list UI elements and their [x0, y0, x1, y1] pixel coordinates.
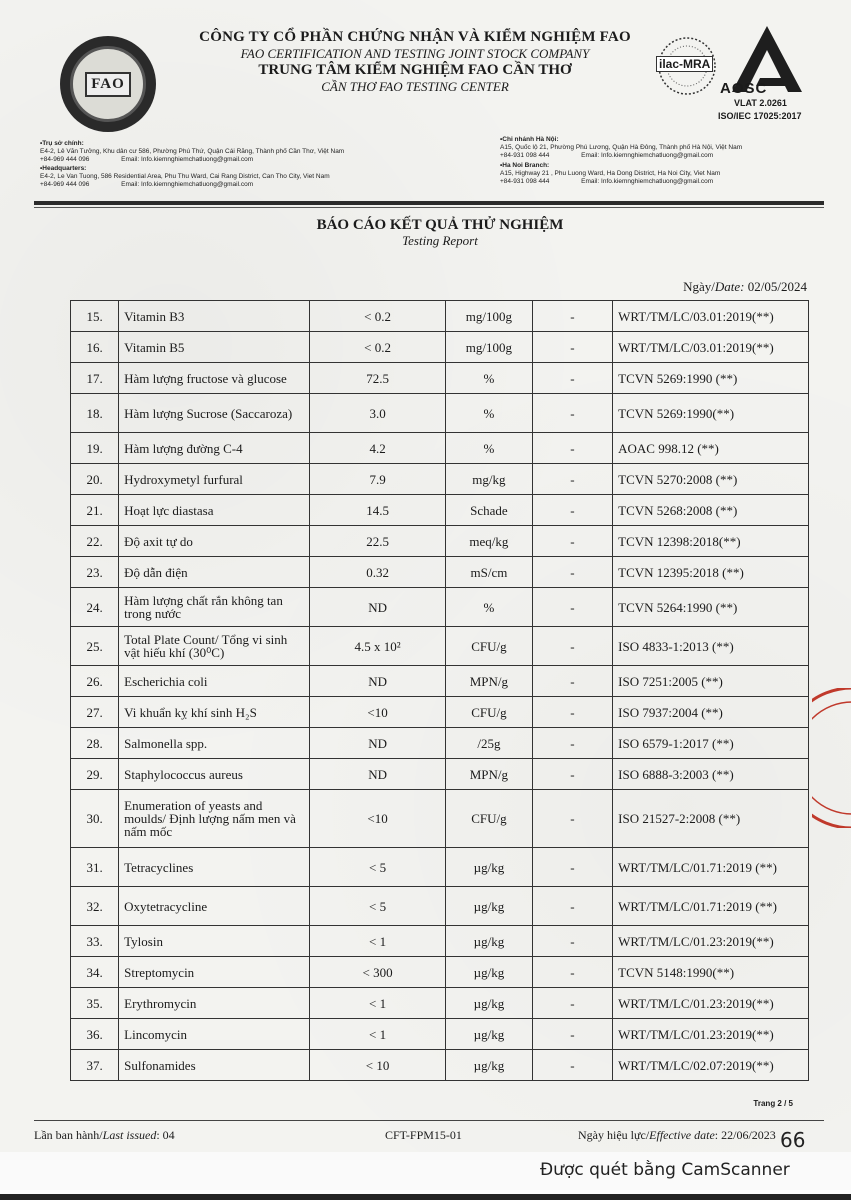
test-method-cell: TCVN 5269:1990 (**) [613, 363, 809, 394]
hq-en-address: E4-2, Le Van Tuong, 586 Residential Area, Phu Thu Ward, Cai Rang District, Can Tho City, Viet Nam [40, 173, 330, 180]
table-row [71, 926, 809, 957]
limit-cell: - [532, 495, 612, 526]
results-table [70, 300, 809, 1081]
unit-cell: MPN/g [446, 666, 533, 697]
unit-cell: meq/kg [446, 526, 533, 557]
result-value-cell: ND [310, 759, 446, 790]
test-method-cell: TCVN 5264:1990 (**) [613, 588, 809, 627]
hq-vn-label: •Trụ sở chính: [40, 140, 84, 147]
limit-cell: - [532, 790, 612, 848]
row-number-cell: 21. [71, 495, 119, 526]
limit-cell: - [532, 301, 612, 332]
unit-cell: µg/kg [446, 957, 533, 988]
parameter-name-cell: Độ axit tự do [119, 526, 310, 557]
handwritten-page-mark: 66 [780, 1128, 806, 1152]
table-row [71, 988, 809, 1019]
hq-address-en [40, 165, 470, 189]
effective-label-en: Effective date [649, 1128, 715, 1142]
hq-en-email[interactable]: Email: Info.kiemnghiemchatluong@gmail.com [121, 181, 254, 188]
unit-cell: µg/kg [446, 887, 533, 926]
limit-cell: - [532, 433, 612, 464]
date-label-vn: Ngày/ [683, 279, 715, 294]
parameter-name-cell: Hàm lượng fructose và glucose [119, 363, 310, 394]
result-value-cell: < 300 [310, 957, 446, 988]
header-divider [34, 201, 824, 205]
test-method-cell: TCVN 5269:1990(**) [613, 394, 809, 433]
last-issued-label-en: Last issued [102, 1128, 157, 1142]
test-method-cell: WRT/TM/LC/01.71:2019 (**) [613, 887, 809, 926]
limit-cell: - [532, 332, 612, 363]
row-number-cell: 37. [71, 1050, 119, 1081]
table-row [71, 759, 809, 790]
parameter-name-cell: Erythromycin [119, 988, 310, 1019]
limit-cell: - [532, 1019, 612, 1050]
unit-cell: µg/kg [446, 988, 533, 1019]
row-number-cell: 18. [71, 394, 119, 433]
hn-vn-label: •Chi nhánh Hà Nội: [500, 136, 559, 143]
center-name-vn: TRUNG TÂM KIỂM NGHIỆM FAO CẦN THƠ [258, 62, 572, 78]
hq-address-vn [40, 140, 470, 164]
hq-en-phone: +84-969 444 096 [40, 181, 90, 188]
table-row [71, 557, 809, 588]
row-number-cell: 28. [71, 728, 119, 759]
camscanner-watermark: Được quét bằng CamScanner [540, 1160, 790, 1180]
parameter-name-cell: Sulfonamides [119, 1050, 310, 1081]
fao-logo [60, 36, 156, 132]
result-value-cell: 22.5 [310, 526, 446, 557]
parameter-name-cell: Hàm lượng Sucrose (Saccaroza) [119, 394, 310, 433]
result-value-cell: <10 [310, 697, 446, 728]
table-row [71, 526, 809, 557]
row-number-cell: 22. [71, 526, 119, 557]
parameter-name-cell: Total Plate Count/ Tổng vi sinh vật hiếu khí (30⁰C) [119, 627, 310, 666]
result-value-cell: < 10 [310, 1050, 446, 1081]
date-label-en: Date: [714, 279, 745, 294]
unit-cell: % [446, 588, 533, 627]
row-number-cell: 23. [71, 557, 119, 588]
test-method-cell: TCVN 12395:2018 (**) [613, 557, 809, 588]
last-issued [34, 1128, 175, 1143]
unit-cell: CFU/g [446, 697, 533, 728]
hq-vn-phone: +84-969 444 096 [40, 156, 90, 163]
limit-cell: - [532, 666, 612, 697]
hn-en-phone: +84-931 098 444 [500, 178, 550, 185]
hn-vn-phone: +84-931 098 444 [500, 152, 550, 159]
result-value-cell: 4.2 [310, 433, 446, 464]
row-number-cell: 32. [71, 887, 119, 926]
parameter-name-cell: Hàm lượng đường C-4 [119, 433, 310, 464]
hn-en-email[interactable]: Email: Info.kiemnghiemchatluong@gmail.com [581, 178, 714, 185]
result-value-cell: <10 [310, 790, 446, 848]
parameter-name-cell: Vi khuẩn kỵ khí sinh H₂S [119, 697, 310, 728]
unit-cell: % [446, 363, 533, 394]
result-value-cell: 3.0 [310, 394, 446, 433]
last-issued-label-vn: Lần ban hành/ [34, 1128, 103, 1142]
results-table-body [71, 301, 809, 1081]
result-value-cell: < 0.2 [310, 301, 446, 332]
table-row [71, 588, 809, 627]
effective-label-vn: Ngày hiệu lực/ [578, 1128, 650, 1142]
parameter-name-cell: Salmonella spp. [119, 728, 310, 759]
table-row [71, 495, 809, 526]
unit-cell: CFU/g [446, 627, 533, 666]
unit-cell: Schade [446, 495, 533, 526]
table-row [71, 363, 809, 394]
table-row [71, 394, 809, 433]
header-divider-thin [34, 207, 824, 208]
limit-cell: - [532, 526, 612, 557]
report-title-vn: BÁO CÁO KẾT QUẢ THỬ NGHIỆM [316, 217, 564, 233]
table-row [71, 1050, 809, 1081]
result-value-cell: < 5 [310, 887, 446, 926]
hanoi-address-vn [500, 136, 820, 160]
result-value-cell: 0.32 [310, 557, 446, 588]
unit-cell: MPN/g [446, 759, 533, 790]
row-number-cell: 35. [71, 988, 119, 1019]
limit-cell: - [532, 588, 612, 627]
test-method-cell: ISO 4833-1:2013 (**) [613, 627, 809, 666]
table-row [71, 433, 809, 464]
table-row [71, 790, 809, 848]
parameter-name-cell: Escherichia coli [119, 666, 310, 697]
hn-en-label: •Ha Noi Branch: [500, 162, 550, 169]
parameter-name-cell: Enumeration of yeasts and moulds/ Định lượng nấm men và nấm mốc [119, 790, 310, 848]
row-number-cell: 30. [71, 790, 119, 848]
aosc-label: AOSC [720, 80, 768, 97]
row-number-cell: 16. [71, 332, 119, 363]
row-number-cell: 26. [71, 666, 119, 697]
test-method-cell: ISO 6579-1:2017 (**) [613, 728, 809, 759]
report-title [0, 216, 851, 248]
table-row [71, 957, 809, 988]
test-method-cell: ISO 7251:2005 (**) [613, 666, 809, 697]
table-row [71, 887, 809, 926]
limit-cell: - [532, 887, 612, 926]
parameter-name-cell: Staphylococcus aureus [119, 759, 310, 790]
test-method-cell: TCVN 5270:2008 (**) [613, 464, 809, 495]
limit-cell: - [532, 697, 612, 728]
test-method-cell: WRT/TM/LC/01.71:2019 (**) [613, 848, 809, 887]
parameter-name-cell: Hydroxymetyl furfural [119, 464, 310, 495]
date-value: 02/05/2024 [747, 279, 807, 294]
result-value-cell: 4.5 x 10² [310, 627, 446, 666]
hn-en-address: A15, Highway 21 , Phu Luong Ward, Ha Dong District, Ha Noi City, Viet Nam [500, 170, 721, 177]
parameter-name-cell: Lincomycin [119, 1019, 310, 1050]
test-method-cell: WRT/TM/LC/01.23:2019(**) [613, 926, 809, 957]
bottom-bar [0, 1194, 851, 1200]
unit-cell: % [446, 394, 533, 433]
table-row [71, 464, 809, 495]
hn-vn-address: A15, Quốc lộ 21, Phường Phú Lương, Quận Hà Đông, Thành phố Hà Nội, Việt Nam [500, 144, 743, 151]
table-row [71, 848, 809, 887]
result-value-cell: 72.5 [310, 363, 446, 394]
report-title-en: Testing Report [402, 233, 478, 248]
hanoi-address-en [500, 162, 820, 186]
parameter-name-cell: Hàm lượng chất rắn không tan trong nước [119, 588, 310, 627]
unit-cell: CFU/g [446, 790, 533, 848]
table-row [71, 697, 809, 728]
unit-cell: mg/100g [446, 301, 533, 332]
row-number-cell: 25. [71, 627, 119, 666]
parameter-name-cell: Hoạt lực diastasa [119, 495, 310, 526]
unit-cell: µg/kg [446, 926, 533, 957]
table-row [71, 1019, 809, 1050]
iso-accreditation-label: ISO/IEC 17025:2017 [718, 111, 802, 121]
result-value-cell: < 1 [310, 988, 446, 1019]
report-date [683, 279, 807, 295]
effective-value: : 22/06/2023 [714, 1128, 776, 1142]
limit-cell: - [532, 988, 612, 1019]
company-header [180, 28, 650, 94]
result-value-cell: 14.5 [310, 495, 446, 526]
row-number-cell: 33. [71, 926, 119, 957]
table-row [71, 666, 809, 697]
test-method-cell: WRT/TM/LC/01.23:2019(**) [613, 1019, 809, 1050]
limit-cell: - [532, 848, 612, 887]
row-number-cell: 27. [71, 697, 119, 728]
unit-cell: mg/kg [446, 464, 533, 495]
table-row [71, 728, 809, 759]
row-number-cell: 19. [71, 433, 119, 464]
unit-cell: /25g [446, 728, 533, 759]
company-name-en: FAO CERTIFICATION AND TESTING JOINT STOCK COMPANY [240, 46, 590, 61]
row-number-cell: 17. [71, 363, 119, 394]
table-row [71, 332, 809, 363]
parameter-name-cell: Tetracyclines [119, 848, 310, 887]
row-number-cell: 31. [71, 848, 119, 887]
unit-cell: µg/kg [446, 1050, 533, 1081]
effective-date [578, 1128, 776, 1143]
company-name-vn: CÔNG TY CỔ PHẦN CHỨNG NHẬN VÀ KIỂM NGHIỆM FAO [199, 29, 631, 45]
test-method-cell: WRT/TM/LC/03.01:2019(**) [613, 301, 809, 332]
test-method-cell: WRT/TM/LC/01.23:2019(**) [613, 988, 809, 1019]
hn-vn-email[interactable]: Email: Info.kiemnghiemchatluong@gmail.com [581, 152, 714, 159]
hq-vn-email[interactable]: Email: Info.kiemnghiemchatluong@gmail.com [121, 156, 254, 163]
red-stamp-fragment [812, 688, 851, 828]
parameter-name-cell: Vitamin B3 [119, 301, 310, 332]
unit-cell: mS/cm [446, 557, 533, 588]
row-number-cell: 15. [71, 301, 119, 332]
limit-cell: - [532, 957, 612, 988]
test-method-cell: AOAC 998.12 (**) [613, 433, 809, 464]
limit-cell: - [532, 627, 612, 666]
table-row [71, 627, 809, 666]
page-number: Trang 2 / 5 [753, 1099, 793, 1108]
limit-cell: - [532, 1050, 612, 1081]
limit-cell: - [532, 394, 612, 433]
row-number-cell: 24. [71, 588, 119, 627]
footer-divider [34, 1120, 824, 1121]
unit-cell: µg/kg [446, 848, 533, 887]
result-value-cell: 7.9 [310, 464, 446, 495]
limit-cell: - [532, 363, 612, 394]
center-name-en: CẦN THƠ FAO TESTING CENTER [321, 79, 509, 94]
test-method-cell: TCVN 5268:2008 (**) [613, 495, 809, 526]
test-method-cell: ISO 21527-2:2008 (**) [613, 790, 809, 848]
unit-cell: mg/100g [446, 332, 533, 363]
test-method-cell: TCVN 5148:1990(**) [613, 957, 809, 988]
result-value-cell: < 5 [310, 848, 446, 887]
table-row [71, 301, 809, 332]
parameter-name-cell: Oxytetracycline [119, 887, 310, 926]
test-method-cell: WRT/TM/LC/02.07:2019(**) [613, 1050, 809, 1081]
limit-cell: - [532, 557, 612, 588]
unit-cell: µg/kg [446, 1019, 533, 1050]
result-value-cell: ND [310, 666, 446, 697]
parameter-name-cell: Tylosin [119, 926, 310, 957]
fao-logo-text: FAO [85, 72, 131, 97]
hq-vn-address: E4-2, Lê Văn Tưởng, Khu dân cư 586, Phường Phú Thứ, Quận Cái Răng, Thành phố Cần Thơ, Việt Nam [40, 148, 345, 155]
hq-en-label: •Headquarters: [40, 165, 87, 172]
unit-cell: % [446, 433, 533, 464]
ilac-mra-label: ilac-MRA [656, 56, 713, 72]
result-value-cell: < 1 [310, 926, 446, 957]
parameter-name-cell: Độ dẫn điện [119, 557, 310, 588]
row-number-cell: 20. [71, 464, 119, 495]
test-method-cell: ISO 7937:2004 (**) [613, 697, 809, 728]
parameter-name-cell: Vitamin B5 [119, 332, 310, 363]
test-method-cell: WRT/TM/LC/03.01:2019(**) [613, 332, 809, 363]
row-number-cell: 34. [71, 957, 119, 988]
last-issued-value: : 04 [156, 1128, 175, 1142]
test-method-cell: ISO 6888-3:2003 (**) [613, 759, 809, 790]
vlat-label: VLAT 2.0261 [734, 98, 787, 108]
result-value-cell: ND [310, 728, 446, 759]
limit-cell: - [532, 926, 612, 957]
row-number-cell: 36. [71, 1019, 119, 1050]
parameter-name-cell: Streptomycin [119, 957, 310, 988]
result-value-cell: < 1 [310, 1019, 446, 1050]
limit-cell: - [532, 728, 612, 759]
row-number-cell: 29. [71, 759, 119, 790]
result-value-cell: < 0.2 [310, 332, 446, 363]
fao-logo-ring [70, 46, 146, 122]
limit-cell: - [532, 464, 612, 495]
limit-cell: - [532, 759, 612, 790]
form-code: CFT-FPM15-01 [385, 1128, 462, 1142]
result-value-cell: ND [310, 588, 446, 627]
test-method-cell: TCVN 12398:2018(**) [613, 526, 809, 557]
